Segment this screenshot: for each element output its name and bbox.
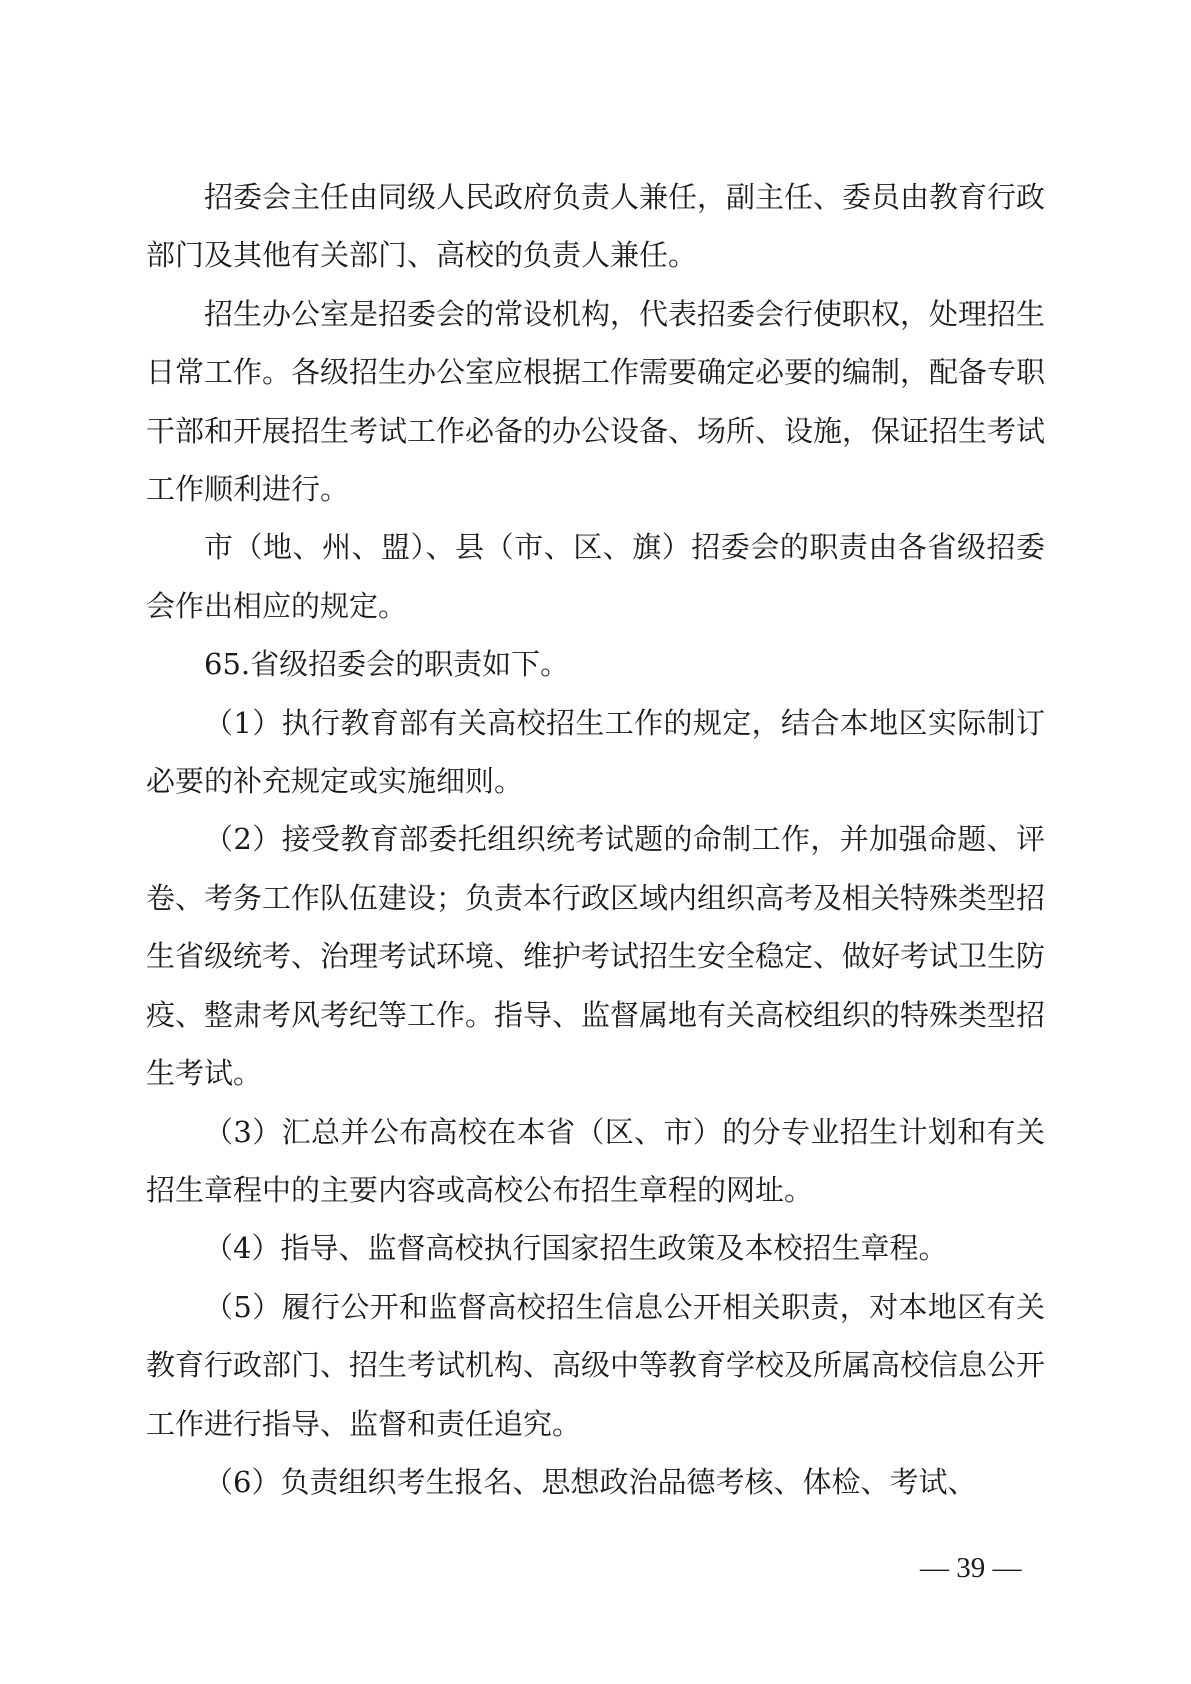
paragraph-duty-3: （3）汇总并公布高校在本省（区、市）的分专业招生计划和有关招生章程中的主要内容或高校公布招生章程的网址。 (146, 1114, 1045, 1207)
paragraph-admissions-office: 招生办公室是招委会的常设机构，代表招委会行使职权，处理招生日常工作。各级招生办公室应根据工作需要确定必要的编制，配备专职干部和开展招生考试工作必备的办公设备、场所、设施，保证招生考试工作顺利进行。 (146, 296, 1046, 507)
paragraph-duty-2: （2）接受教育部委托组织统考试题的命制工作，并加强命题、评卷、考务工作队伍建设；负责本行政区域内组织高考及相关特殊类型招生省级统考、治理考试环境、维护考试招生安全稳定、做好考试卫生防疫、整肃考风考纪等工作。指导、监督属地有关高校组织的特殊类型招生考试。 (146, 822, 1046, 1091)
page-number: — 39 — (920, 1552, 1022, 1584)
paragraph-duty-5: （5）履行公开和监督高校招生信息公开相关职责，对本地区有关教育行政部门、招生考试机构、高级中等教育学校及所属高校信息公开工作进行指导、监督和责任追究。 (146, 1289, 1046, 1441)
paragraph-local-committees: 市（地、州、盟）、县（市、区、旗）招委会的职责由各省级招委会作出相应的规定。 (146, 530, 1045, 623)
document-body (146, 168, 1045, 1511)
paragraph-duty-1: （1）执行教育部有关高校招生工作的规定，结合本地区实际制订必要的补充规定或实施细则。 (146, 705, 1045, 799)
paragraph-committee-director: 招委会主任由同级人民政府负责人兼任，副主任、委员由教育行政部门及其他有关部门、高校的负责人兼任。 (146, 180, 1046, 273)
paragraph-duty-6: （6）负责组织考生报名、思想政治品德考核、体检、考试、 (204, 1464, 977, 1499)
paragraph-article-65: 65.省级招委会的职责如下。 (204, 647, 570, 682)
paragraph-duty-4: （4）指导、监督高校执行国家招生政策及本校招生章程。 (204, 1231, 948, 1266)
